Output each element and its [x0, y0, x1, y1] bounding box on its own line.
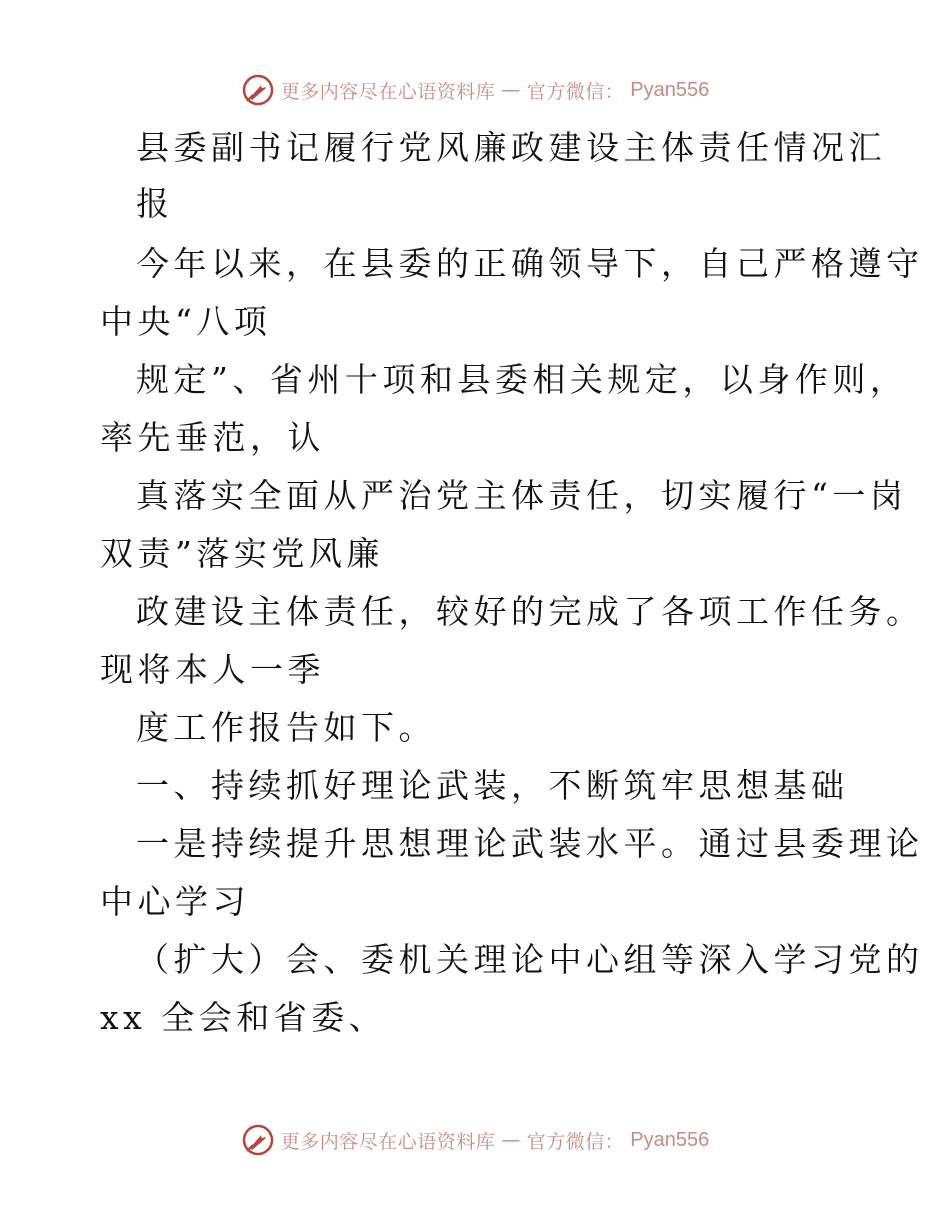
watermark-separator: —	[501, 1129, 521, 1151]
doc-text-line: 中央“八项	[100, 302, 272, 341]
doc-text-line: 度工作报告如下。	[136, 708, 436, 747]
doc-section-heading: 一、持续抓好理论武装，不断筑牢思想基础	[136, 766, 849, 805]
doc-text-line: 双责”落实党风廉	[100, 534, 384, 573]
watermark-label: 官方微信：	[526, 80, 625, 103]
watermark-separator: —	[501, 79, 521, 101]
doc-text-line: 一是持续提升思想理论武装水平。通过县委理论	[136, 824, 924, 863]
watermark-wechat-id: Pyan556	[630, 78, 710, 101]
doc-text-line: 今年以来，在县委的正确领导下，自己严格遵守	[136, 244, 924, 283]
doc-text-line: 政建设主体责任，较好的完成了各项工作任务。	[136, 592, 924, 631]
doc-text-line: 率先垂范，认	[100, 418, 325, 457]
doc-text-line: 现将本人一季	[100, 650, 325, 689]
watermark-label: 官方微信：	[526, 1130, 625, 1153]
doc-text-line: 中心学习	[100, 882, 250, 921]
watermark-wechat-id: Pyan556	[630, 1128, 710, 1151]
doc-text-line: （扩大）会、委机关理论中心组等深入学习党的	[136, 940, 924, 979]
doc-text-line: xx 全会和省委、	[100, 998, 387, 1037]
doc-title-line: 县委副书记履行党风廉政建设主体责任情况汇	[136, 128, 886, 167]
watermark-brand: 更多内容尽在心语资料库	[280, 1130, 496, 1153]
doc-text-line: 真落实全面从严治党主体责任，切实履行“一岗	[136, 476, 908, 515]
watermark-brand: 更多内容尽在心语资料库	[280, 80, 496, 103]
pen-nib-logo-icon	[241, 1123, 275, 1157]
footer-watermark	[0, 1120, 950, 1160]
pen-nib-logo-icon	[241, 73, 275, 107]
doc-title-line: 报	[136, 184, 174, 223]
header-watermark	[0, 70, 950, 110]
doc-text-line: 规定”、省州十项和县委相关规定，以身作则，	[136, 360, 908, 399]
